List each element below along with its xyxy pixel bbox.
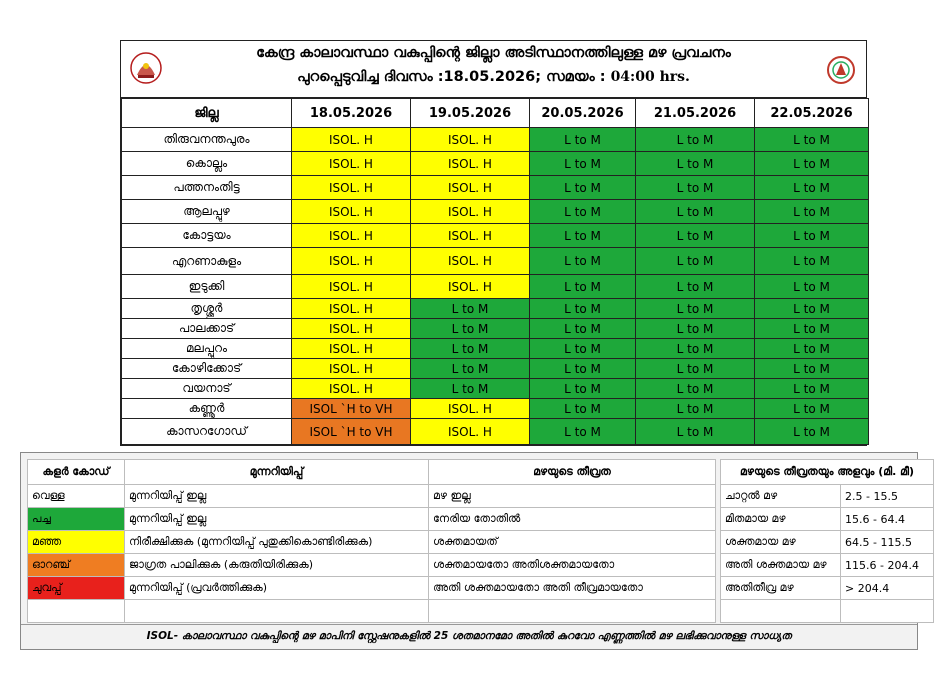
amount-range: 15.6 - 64.4 [841,508,934,531]
amount-range: > 204.4 [841,577,934,600]
forecast-cell: L to M [636,399,755,419]
page-title: കേന്ദ്ര കാലാവസ്ഥാ വകുപ്പിന്റെ ജില്ലാ അടിസ്ഥാനത്തിലുള്ള മഴ പ്രവചനം [256,45,731,61]
legend-row [28,485,716,508]
forecast-row [122,419,869,445]
forecast-row [122,224,869,248]
forecast-row [122,359,869,379]
forecast-cell: L to M [755,128,869,152]
forecast-row [122,152,869,176]
forecast-row [122,275,869,299]
district-name: കാസറഗോഡ് [122,419,292,445]
forecast-cell: ISOL. H [292,224,411,248]
amount-label: മിതമായ മഴ [721,508,841,531]
district-name: കോഴിക്കോട് [122,359,292,379]
date-header: 20.05.2026 [530,99,636,128]
forecast-cell: L to M [755,200,869,224]
isol-footnote: ISOL- കാലാവസ്ഥാ വകുപ്പിന്റെ മഴ മാപിനി സ്റ്റേഷനുകളിൽ 25 ശതമാനമോ അതിൽ കുറവോ എണ്ണത്തിൽ മഴ ലഭിക്കുവാനുള്ള സാധ്യത [21,624,917,647]
legend-row [28,508,716,531]
forecast-cell: L to M [636,419,755,445]
district-name: പത്തനംതിട്ട [122,176,292,200]
forecast-cell: L to M [636,275,755,299]
district-name: കണ്ണൂർ [122,399,292,419]
forecast-cell: L to M [636,299,755,319]
forecast-cell: L to M [530,399,636,419]
date-header: 21.05.2026 [636,99,755,128]
amount-label: ശക്തമായ മഴ [721,531,841,554]
legend-warning: മുന്നറിയിപ്പ് ഇല്ല [125,485,429,508]
legend-intensity: ശക്തമായത് [429,531,716,554]
date-header: 18.05.2026 [292,99,411,128]
forecast-cell: ISOL. H [411,200,530,224]
header-row [122,99,869,128]
forecast-cell: L to M [636,152,755,176]
forecast-cell: ISOL. H [292,359,411,379]
forecast-row [122,248,869,275]
rain-amount-legend [720,459,933,623]
forecast-cell: L to M [636,128,755,152]
legend-color-swatch: ചുവപ്പ് [28,577,125,600]
amount-label: അതിതീവ്ര മഴ [721,577,841,600]
amount-range: 2.5 - 15.5 [841,485,934,508]
issued-line [121,69,866,85]
forecast-cell: L to M [636,339,755,359]
amount-body [721,485,934,623]
legend-intensity: നേരിയ തോതിൽ [429,508,716,531]
forecast-cell: ISOL. H [411,419,530,445]
forecast-cell: ISOL `H to VH [292,419,411,445]
forecast-cell: L to M [530,176,636,200]
legend-warning: മുന്നറിയിപ്പ് (പ്രവർത്തിക്കുക) [125,577,429,600]
forecast-cell: ISOL. H [411,248,530,275]
legend-table [27,459,716,623]
forecast-cell: L to M [411,359,530,379]
district-name: കൊല്ലം [122,152,292,176]
forecast-cell: L to M [530,299,636,319]
forecast-cell: L to M [755,176,869,200]
forecast-cell: ISOL. H [292,339,411,359]
forecast-cell: L to M [636,319,755,339]
forecast-cell: L to M [530,128,636,152]
forecast-cell: L to M [755,275,869,299]
forecast-cell: L to M [636,224,755,248]
forecast-cell: L to M [530,275,636,299]
amount-range: 64.5 - 115.5 [841,531,934,554]
forecast-cell: L to M [530,200,636,224]
forecast-cell: L to M [530,339,636,359]
forecast-row [122,339,869,359]
forecast-cell: ISOL. H [292,200,411,224]
legend-warning: മുന്നറിയിപ്പ് ഇല്ല [125,508,429,531]
forecast-row [122,319,869,339]
forecast-cell: ISOL. H [411,275,530,299]
amount-label: ചാറ്റൽ മഴ [721,485,841,508]
forecast-cell: L to M [636,176,755,200]
amount-range: 115.6 - 204.4 [841,554,934,577]
amount-row [721,485,934,508]
forecast-table [120,40,867,446]
forecast-cell: ISOL `H to VH [292,399,411,419]
district-name: എറണാകുളം [122,248,292,275]
forecast-cell: ISOL. H [411,224,530,248]
imd-logo-icon [826,55,856,85]
legend-warning: ജാഗ്രത പാലിക്കുക (കരുതിയിരിക്കുക) [125,554,429,577]
legend-body [28,485,716,623]
forecast-cell: L to M [755,339,869,359]
legend-panel [20,452,918,650]
forecast-cell: ISOL. H [411,128,530,152]
date-header: 19.05.2026 [411,99,530,128]
legend-warning-header: മുന്നറിയിപ്പ് [125,460,429,485]
title-block [121,41,866,98]
forecast-cell: ISOL. H [411,399,530,419]
district-name: ഇടുക്കി [122,275,292,299]
legend-intensity: ശക്തമായതോ അതിശക്തമായതോ [429,554,716,577]
issued-date: പുറപ്പെടുവിച്ച ദിവസം :18.05.2026; സമയം : [297,69,611,85]
district-name: പാലക്കാട് [122,319,292,339]
forecast-row [122,128,869,152]
district-name: ആലപ്പുഴ [122,200,292,224]
forecast-cell: L to M [755,319,869,339]
legend-color-swatch: ഓറഞ്ച് [28,554,125,577]
forecast-cell: L to M [530,248,636,275]
forecast-cell: L to M [530,379,636,399]
amount-row [721,531,934,554]
forecast-cell: ISOL. H [292,319,411,339]
legend-row [28,531,716,554]
forecast-cell: L to M [530,359,636,379]
forecast-cell: L to M [530,319,636,339]
forecast-cell: L to M [755,359,869,379]
legend-color-swatch: വെള്ള [28,485,125,508]
district-name: തൃശ്ശൂർ [122,299,292,319]
legend-spacer-row [28,600,716,623]
amount-table [720,459,934,623]
legend-row [28,554,716,577]
forecast-cell: L to M [755,379,869,399]
forecast-cell: L to M [755,299,869,319]
district-name: കോട്ടയം [122,224,292,248]
forecast-cell: ISOL. H [411,176,530,200]
color-code-legend [27,459,715,623]
district-name: തിരുവനന്തപുരം [122,128,292,152]
forecast-cell: L to M [411,339,530,359]
forecast-cell: L to M [755,419,869,445]
forecast-row [122,379,869,399]
forecast-cell: L to M [636,248,755,275]
forecast-cell: L to M [755,399,869,419]
forecast-cell: L to M [755,224,869,248]
legend-color-swatch: പച്ച [28,508,125,531]
forecast-cell: L to M [530,224,636,248]
amount-row [721,577,934,600]
forecast-cell: ISOL. H [292,248,411,275]
district-name: മലപ്പുറം [122,339,292,359]
forecast-cell: ISOL. H [411,152,530,176]
amount-spacer-row [721,600,934,623]
legend-intensity: അതി ശക്തമായതോ അതി തീവ്രമായതോ [429,577,716,600]
legend-intensity: മഴ ഇല്ല [429,485,716,508]
amount-row [721,554,934,577]
legend-color-swatch: മഞ്ഞ [28,531,125,554]
legend-color-header: കളർ കോഡ് [28,460,125,485]
district-header: ജില്ല [122,99,292,128]
forecast-cell: ISOL. H [292,128,411,152]
forecast-cell: L to M [636,359,755,379]
legend-intensity-header: മഴയുടെ തീവ്രത [429,460,716,485]
forecast-cell: L to M [755,152,869,176]
forecast-cell: ISOL. H [292,299,411,319]
forecast-cell: L to M [411,319,530,339]
forecast-row [122,176,869,200]
amount-row [721,508,934,531]
forecast-row [122,299,869,319]
forecast-cell: ISOL. H [292,152,411,176]
forecast-cell: L to M [411,299,530,319]
forecast-grid [121,98,869,445]
forecast-cell: L to M [411,379,530,399]
amount-label: അതി ശക്തമായ മഴ [721,554,841,577]
forecast-cell: L to M [636,379,755,399]
legend-warning: നിരീക്ഷിക്കുക (മുന്നറിയിപ്പ് പുതുക്കികൊണ്ടിരിക്കുക) [125,531,429,554]
issued-time: 04:00 hrs. [610,69,690,85]
forecast-row [122,200,869,224]
forecast-cell: ISOL. H [292,275,411,299]
forecast-cell: ISOL. H [292,176,411,200]
forecast-cell: L to M [530,419,636,445]
forecast-cell: L to M [755,248,869,275]
date-header: 22.05.2026 [755,99,869,128]
forecast-cell: L to M [636,200,755,224]
forecast-row [122,399,869,419]
forecast-body [122,128,869,445]
forecast-cell: L to M [530,152,636,176]
district-name: വയനാട് [122,379,292,399]
legend-row [28,577,716,600]
amount-header: മഴയുടെ തീവ്രതയും അളവും (മി. മീ) [721,460,934,485]
forecast-cell: ISOL. H [292,379,411,399]
